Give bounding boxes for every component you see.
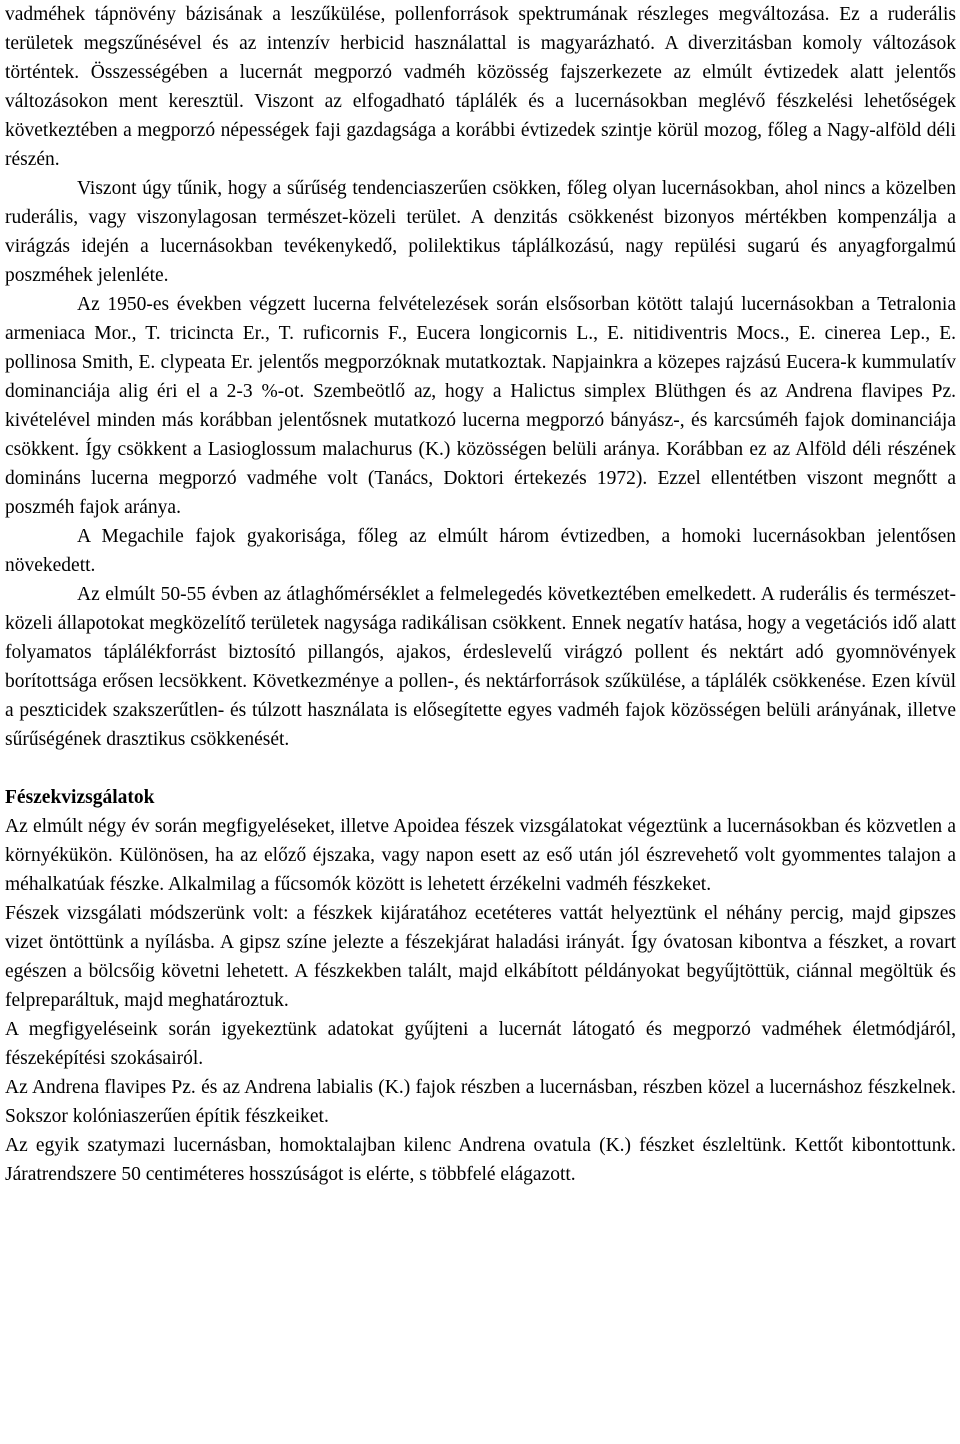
paragraph-pollen-sources: vadméhek tápnövény bázisának a leszűkülése, pollenforrások spektrumának részleges megváltozása. Ez a ruderális területek megszűnésével és az intenzív herbicid használattal is magyarázható. A diverzitásban komoly változások történtek. Összességében a lucernát megporzó vadméh közösség fajszerkezete az elmúlt évtizedek alatt jelentős változásokon ment keresztül. Viszont az elfogadható táplálék és a lucernásokban meglévő fészkelési lehetőségek következtében a megporzó népességek faji gazdagsága a korábbi évtizedek szintje körül mozog, főleg a Nagy-alföld déli részén. — [5, 4, 956, 170]
paragraph-temperature-change: Az elmúlt 50-55 évben az átlaghőmérséklet a felmelegedés következtében emelkedett. A ruderális és természet-közeli állapotokat megközelítő területek nagysága radikálisan csökkent. Ennek negatív hatása, hogy a vegetációs idő alatt folyamatos táplálékforrást biztosító pillangós, ajakos, érdeslevelű virágzó pollent és nektárt adó gyomnövények borítottsága erősen lecsökkent. Következménye a pollen-, és nektárforrások szűkülése, a táplálék csökkenése. Ezen kívül a peszticidek szakszerűtlen- és túlzott használata is elősegítette egyes vadméh fajok közösségen belüli arányának, illetve sűrűségének drasztikus csökkenését. — [5, 584, 956, 750]
paragraph-andrena-ovatula: Az egyik szatymazi lucernásban, homoktalajban kilenc Andrena ovatula (K.) fészket észleltünk. Kettőt kibontottunk. Járatrendszere 50 centiméteres hosszúságot is elérte, s többfelé elágazott. — [5, 1135, 956, 1185]
paragraph-1950s-surveys: Az 1950-es években végzett lucerna felvételezések során elsősorban kötött talajú lucernásokban a Tetralonia armeniaca Mor., T. tricincta Er., T. ruficornis F., Eucera longicornis L., E. nitidiventris Mocs., E. cinerea Lep., E. pollinosa Smith, E. clypeata Er. jelentős megporzóknak mutatkoztak. Napjainkra a közepes rajzású Eucera-k kummulatív dominanciája alig éri el a 2-3 %-ot. Szembeötlő az, hogy a Halictus simplex Blüthgen és az Andrena flavipes Pz. kivételével minden más korábban jelentősnek mutatkozó lucerna megporzó bányász-, és karcsúméh fajok dominanciája csökkent. Így csökkent a Lasioglossum malachurus (K.) közösségen belüli aránya. Korábban ez az Alföld déli részének domináns lucerna megporzó vadméhe volt (Tanács, Doktori értekezés 1972). Ezzel ellentétben viszont megnőtt a poszméh fajok aránya. — [5, 294, 956, 518]
paragraph-megachile: A Megachile fajok gyakorisága, főleg az elmúlt három évtizedben, a homoki lucernásokban jelentősen növekedett. — [5, 526, 956, 576]
section-heading: Fészekvizsgálatok — [5, 787, 155, 808]
paragraph-nest-observations: Az elmúlt négy év során megfigyeléseket, illetve Apoidea fészek vizsgálatokat végeztünk a lucernásokban és közvetlen a környékükön. Különösen, ha az előző éjszaka, vagy napon esett az eső után jól észrevehető volt gyommentes talajon a méhalkatúak fészke. Alkalmilag a fűcsomók között is lehetett érzékelni vadméh fészkeket. — [5, 816, 956, 895]
paragraph-density-decline: Viszont úgy tűnik, hogy a sűrűség tendenciaszerűen csökken, főleg olyan lucernásokban, ahol nincs a közelben ruderális, vagy viszonylagosan természet-közeli terület. A denzitás csökkenést bizonyos mértékben kompenzálja a virágzás idején a lucernásokban tevékenykedő, polilektikus táplálkozású, nagy repülési sugarú és anyagforgalmú poszméhek jelenléte. — [5, 178, 956, 286]
section-spacer — [5, 754, 956, 783]
paragraph-nest-method: Fészek vizsgálati módszerünk volt: a fészkek kijáratához ecetéteres vattát helyeztünk el néhány percig, majd gipszes vizet öntöttünk a nyílásba. A gipsz színe jelezte a fészekjárat haladási irányát. Így óvatosan kibontva a fészket, a rovart egészen a bölcsőig követni lehetett. A fészkekben talált, majd elkábított példányokat begyűjtöttük, ciánnal megöltük és felpreparáltuk, majd meghatároztuk. — [5, 903, 956, 1011]
paragraph-andrena-flavipes: Az Andrena flavipes Pz. és az Andrena labialis (K.) fajok részben a lucernásban, részben közel a lucernáshoz fészkelnek. Sokszor kolóniaszerűen építik fészkeiket. — [5, 1077, 956, 1127]
paragraph-lifestyle-data: A megfigyeléseink során igyekeztünk adatokat gyűjteni a lucernát látogató és megporzó vadméhek életmódjáról, fészeképítési szokásairól. — [5, 1019, 956, 1069]
